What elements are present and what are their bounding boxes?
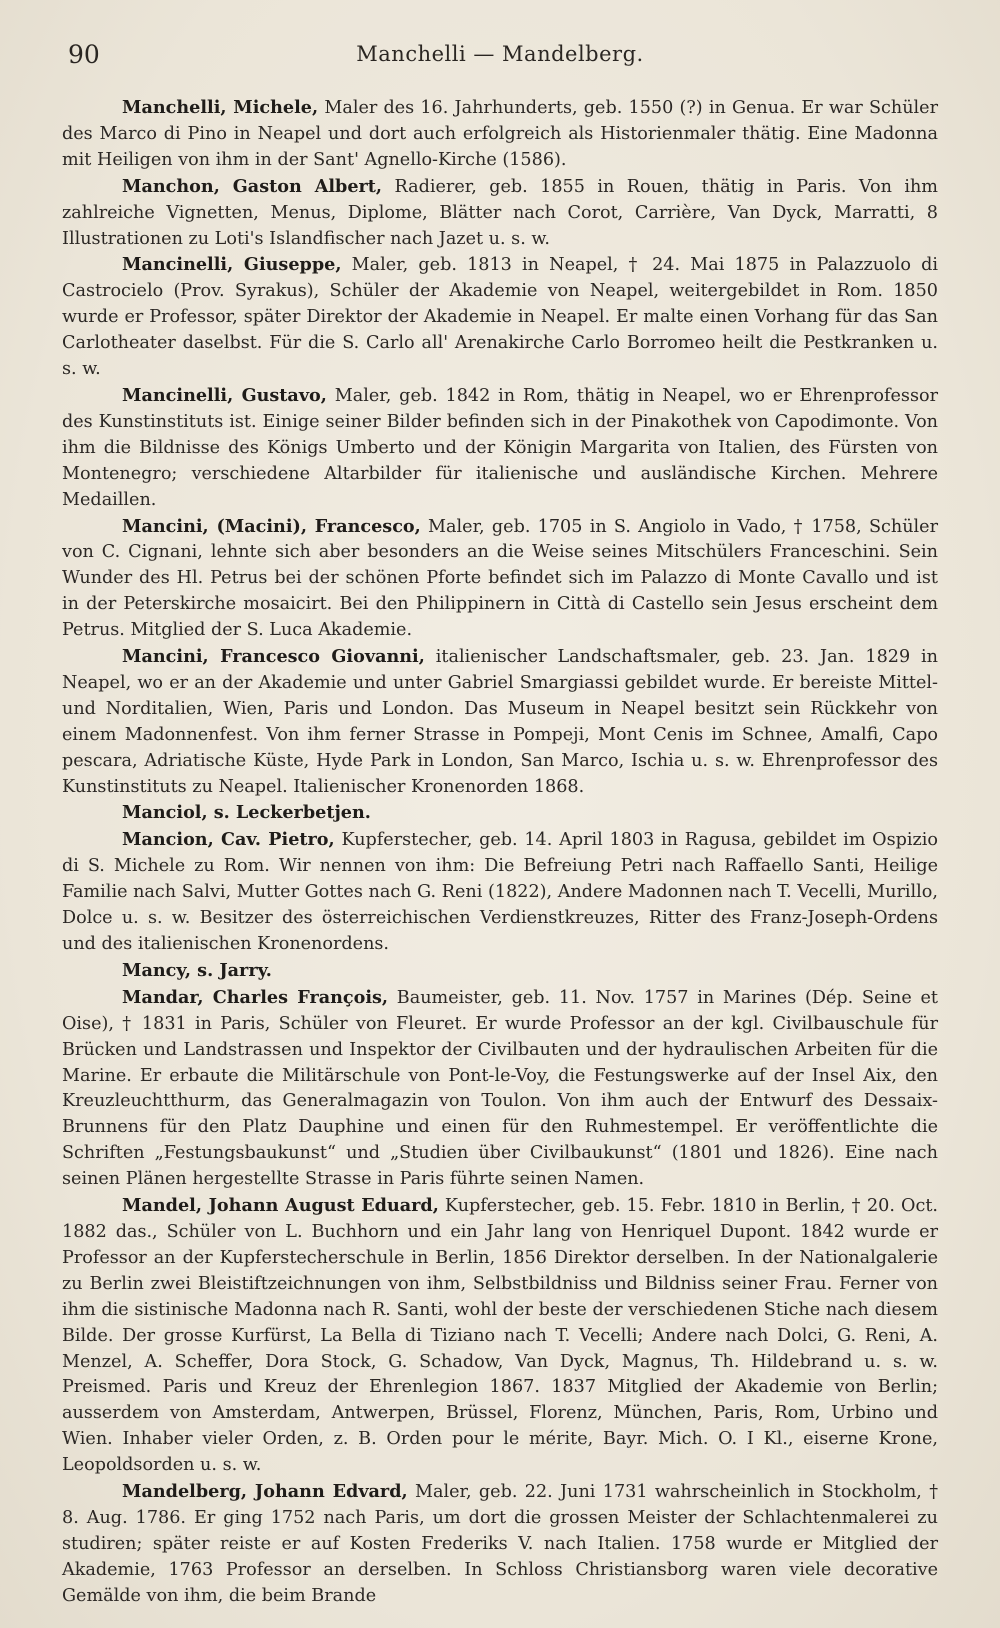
entry-headword: Mancion, Cav. Pietro, xyxy=(122,829,335,851)
entry-mancinelli-giuseppe xyxy=(62,252,938,383)
entry-text: Maler, geb. 1705 in S. Angiolo in Vado, † 1758, Schüler von C. Cignani, lehnte sich aber besonders an die Weise seines Mitschülers Franceschini. Sein Wunder des Hl. Petrus bei der schönen Pforte befindet sich im Palazzo di Monte Cavallo und ist in der Peterskirche mosaicirt. Bei den Philippinern in Città di Castello sein Jesus erscheint dem Petrus. Mitglied der S. Luca Akademie. xyxy=(62,516,938,641)
entry-headword: Mancini, (Macini), Francesco, xyxy=(122,515,421,537)
entry-text: italienischer Landschaftsmaler, geb. 23. Jan. 1829 in Neapel, wo er an der Akademie und unter Gabriel Smargiassi gebildet wurde. Er bereiste Mittel- und Norditalien, Wien, Paris und London. Das Museum in Neapel besitzt sein Rückkehr von einem Madonnenfest. Von ihm ferner Strasse in Pompeji, Mont Cenis im Schnee, Amalfi, Capo pescara, Adriatische Küste, Hyde Park in London, San Marco, Ischia u. s. w. Ehrenprofessor des Kunstinstituts zu Neapel. Italienischer Kronenorden 1868. xyxy=(62,647,939,797)
entry-headword: Manchon, Gaston Albert, xyxy=(122,175,383,197)
entry-mancion xyxy=(62,827,938,958)
entry-manciol xyxy=(62,800,938,827)
entry-text: Kupferstecher, geb. 15. Febr. 1810 in Berlin, † 20. Oct. 1882 das., Schüler von L. Buchhorn und ein Jahr lang von Henriquel Dupont. 1842 wurde er Professor an der Kupferstecherschule in Berlin, 1856 Direktor derselben. In der Nationalgalerie zu Berlin zwei Bleistiftzeichnungen von ihm, Selbstbildniss und Bildniss seiner Frau. Ferner von ihm die sistinische Madonna nach R. Santi, wohl der beste der verschiedenen Stiche nach diesem Bilde. Der grosse Kurfürst, La Bella di Tiziano nach T. Vecelli; Andere nach Dolci, G. Reni, A. Menzel, A. Scheffer, Dora Stock, G. Schadow, Van Dyck, Magnus, Th. Hildebrand u. s. w. Preismed. Paris und Kreuz der Ehrenlegion 1867. 1837 Mitglied der Akademie von Berlin; ausserdem von Amsterdam, Antwerpen, Brüssel, Florenz, München, Paris, Rom, Urbino und Wien. Inhaber vieler Orden, z. B. Orden pour le mérite, Bayr. Mich. O. I Kl., eiserne Krone, Leopoldsorden u. s. w. xyxy=(62,1196,938,1476)
entry-headword: Mancinelli, Giuseppe, xyxy=(122,254,342,276)
entry-mandar xyxy=(62,985,938,1193)
entry-mancinelli-gustavo xyxy=(62,383,938,514)
entry-text: Radierer, geb. 1855 in Rouen, thätig in Paris. Von ihm zahlreiche Vignetten, Menus, Diplome, Blätter nach Corot, Carrière, Van Dyck, Marratti, 8 Illustrationen zu Loti's Islandfischer nach Jazet u. s. w. xyxy=(62,176,938,249)
entry-manchon xyxy=(62,174,938,253)
page-number: 90 xyxy=(68,40,100,69)
entry-headword: Mandelberg, Johann Edvard, xyxy=(122,1481,408,1503)
entry-mancini-francesco-giovanni xyxy=(62,644,938,800)
entry-text: Maler, geb. 1842 in Rom, thätig in Neapel, wo er Ehrenprofessor des Kunstinstituts ist. Einige seiner Bilder befinden sich in der Pinakothek von Capodimonte. Von ihm die Bildnisse des Königs Umberto und der Königin Margarita von Italien, des Fürsten von Montenegro; verschiedene Altarbilder für italienische und ausländische Kirchen. Mehrere Medaillen. xyxy=(62,385,938,510)
entry-headword: Mancy, s. Jarry. xyxy=(122,959,272,981)
entry-mandel xyxy=(62,1193,938,1479)
entry-mancini-francesco xyxy=(62,514,938,645)
entry-headword: Manciol, s. Leckerbetjen. xyxy=(122,802,371,824)
entry-text: Maler, geb. 22. Juni 1731 wahrscheinlich in Stockholm, † 8. Aug. 1786. Er ging 1752 nach Paris, um dort die grossen Meister der Schlachtenmalerei zu studiren; später reiste er auf Kosten Frederiks V. nach Italien. 1758 wurde er Mitglied der Akademie, 1763 Professor an derselben. In Schloss Christiansborg waren viele decorative Gemälde von ihm, die beim Brande xyxy=(62,1482,938,1606)
entry-text: Maler, geb. 1813 in Neapel, † 24. Mai 1875 in Palazzuolo di Castrocielo (Prov. Syrakus), Schüler der Akademie von Neapel, weitergebildet in Rom. 1850 wurde er Professor, später Direktor der Akademie in Neapel. Er malte einen Vorhang für das San Carlotheater daselbst. Für die S. Carlo all' Arenakirche Carlo Borromeo heilt die Pestkranken u. s. w. xyxy=(62,255,938,380)
entry-mancy xyxy=(62,958,938,985)
entry-text: Kupferstecher, geb. 14. April 1803 in Ragusa, gebildet im Ospizio di S. Michele zu Rom. Wir nennen von ihm: Die Befreiung Petri nach Raffaello Santi, Heilige Familie nach Salvi, Mutter Gottes nach G. Reni (1822), Andere Madonnen nach T. Vecelli, Murillo, Dolce u. s. w. Besitzer des österreichischen Verdienstkreuzes, Ritter des Franz-Joseph-Ordens und des italienischen Kronenordens. xyxy=(62,830,938,954)
entry-headword: Mandel, Johann August Eduard, xyxy=(122,1195,439,1217)
entry-headword: Mandar, Charles François, xyxy=(122,986,389,1008)
entry-headword: Mancini, Francesco Giovanni, xyxy=(122,646,425,668)
entry-manchelli xyxy=(62,95,938,174)
entry-mandelberg xyxy=(62,1479,938,1610)
running-title: Manchelli — Mandelberg. xyxy=(356,42,644,66)
entry-text: Maler des 16. Jahrhunderts, geb. 1550 (?) in Genua. Er war Schüler des Marco di Pino in Neapel und dort auch erfolgreich als Historienmaler thätig. Eine Madonna mit Heiligen von ihm in der Sant' Agnello-Kirche (1586). xyxy=(62,98,938,170)
entry-headword: Manchelli, Michele, xyxy=(122,97,319,118)
page-header xyxy=(62,38,938,74)
text-body xyxy=(62,95,938,1610)
entry-text: Baumeister, geb. 11. Nov. 1757 in Marines (Dép. Seine et Oise), † 1831 in Paris, Schüler von Fleuret. Er wurde Professor an der kgl. Civilbauschule für Brücken und Landstrassen und Inspektor der Civilbauten und der hydraulischen Arbeiten für die Marine. Er erbaute die Militärschule von Pont-le-Voy, die Festungswerke auf der Insel Aix, den Kreuzleuchtthurm, das Generalmagazin von Toulon. Von ihm auch der Entwurf des Dessaix-Brunnens für den Platz Dauphine und einen für den Ruhmestempel. Er veröffentlichte die Schriften „Festungsbaukunst“ und „Studien über Civilbaukunst“ (1801 und 1826). Eine nach seinen Plänen hergestellte Strasse in Paris führte seinen Namen. xyxy=(62,987,938,1190)
entry-headword: Mancinelli, Gustavo, xyxy=(122,384,327,406)
